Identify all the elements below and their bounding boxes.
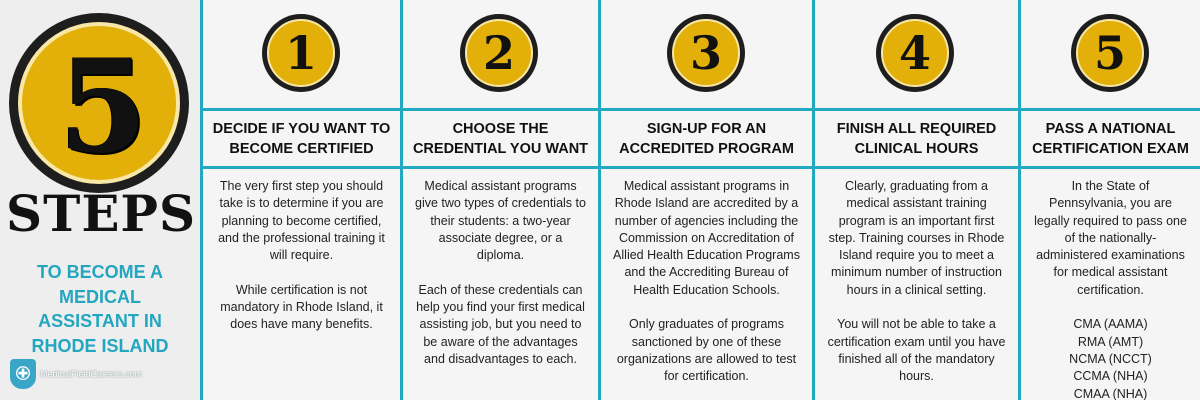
row-divider [200,108,1200,111]
row-divider [200,166,1200,169]
step-number-badge [262,14,340,92]
step-number: 3 [672,19,740,87]
step-number-badge [460,14,538,92]
step-number: 1 [267,19,335,87]
title-panel [0,0,200,400]
step-description [1021,178,1200,400]
step-number-badge [1071,14,1149,92]
certification-item: RMA (AMT) [1077,334,1144,349]
steps-heading: STEPS [6,184,197,243]
big-number-badge [9,13,189,193]
step-paragraph: While certification is not mandatory in Rhode Island, it does have many benefits. [220,282,383,332]
step-number: 2 [465,19,533,87]
certification-list [1033,316,1188,400]
step-paragraph: Clearly, graduating from a medical assistant training program is an important first step. Training courses in Rhode Island require you to meet a minimum number of instruction hours in a clinical setting. [828,179,1005,297]
column-divider [812,0,815,400]
subtitle [14,260,186,358]
step-title: PASS A NATIONAL CERTIFICATION EXAM [1032,121,1189,157]
step-paragraph: Medical assistant programs give two types of credentials to their students: a two-year associate degree, or a diploma. [415,179,586,263]
step-title: CHOOSE THE CREDENTIAL YOU WANT [412,121,589,157]
step-description [601,178,812,386]
subtitle-line: ASSISTANT IN [38,311,162,331]
subtitle-line: MEDICAL [59,286,141,307]
step-paragraph: Each of these credentials can help you find your first medical assisting job, but you need to be aware of the advantages and disadvantages to each. [416,282,585,366]
step-number: 4 [881,19,949,87]
certification-item: NCMA (NCCT) [1069,351,1152,366]
step-title: DECIDE IF YOU WANT TO BECOME CERTIFIED [212,121,391,157]
step-description [815,178,1018,386]
column-divider [1018,0,1021,400]
step-column-3 [601,0,812,400]
column-divider [598,0,601,400]
step-number-badge [876,14,954,92]
subtitle-line: RHODE ISLAND [31,335,169,356]
step-paragraph: Only graduates of programs sanctioned by one of these organizations are allowed to test for certification. [616,317,797,384]
step-number-badge [667,14,745,92]
column-divider [400,0,403,400]
certification-item: CMAA (NHA) [1073,386,1148,400]
step-number: 5 [1076,19,1144,87]
big-number: 5 [58,32,148,182]
step-title: SIGN-UP FOR AN ACCREDITED PROGRAM [619,121,794,157]
certification-item: CCMA (NHA) [1073,369,1148,384]
step-paragraph: You will not be able to take a certification exam until you have finished all of the mandatory hours. [827,317,1006,384]
certification-item: CMA (AAMA) [1073,317,1148,332]
step-paragraph: The very first step you should take is to determine if you are planning to become certified, and the professional training it will require. [218,179,385,263]
site-logo-icon [10,359,36,389]
step-description [203,178,400,334]
step-description [403,178,598,368]
step-paragraph: In the State of Pennsylvania, you are legally required to pass one of the nationally-administered examinations for medical assistant certification. [1034,179,1187,297]
step-paragraph: Medical assistant programs in Rhode Island are accredited by a number of agencies including the Commission on Accreditation of Allied Health Education Programs and the Accrediting Bureau of Health Education Schools. [613,179,800,297]
step-column-1 [203,0,400,400]
subtitle-line: TO BECOME A [36,262,163,282]
step-column-5 [1021,0,1200,400]
step-column-2 [403,0,598,400]
site-url: MedicalFieldCareers.com [40,369,143,379]
step-column-4 [815,0,1018,400]
column-divider [200,0,203,400]
step-title: FINISH ALL REQUIRED CLINICAL HOURS [836,121,997,157]
